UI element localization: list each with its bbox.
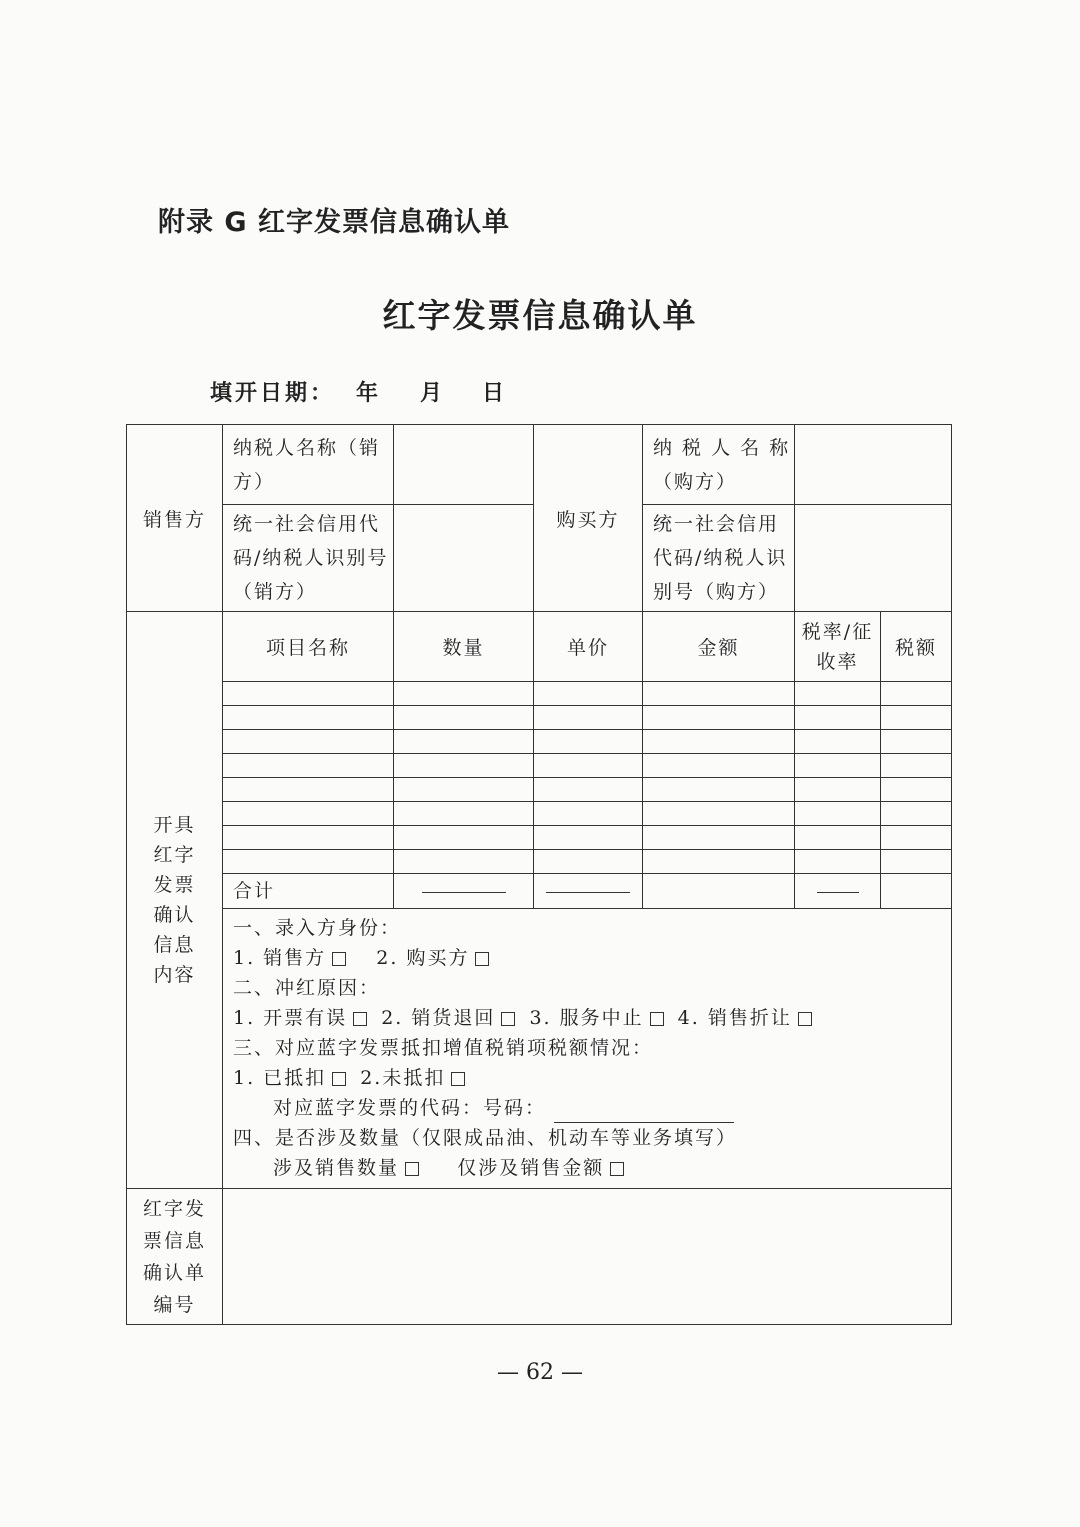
content-label-line: 发票 [153, 874, 196, 896]
number-label-line: 红字发 [142, 1197, 206, 1220]
seller-name-field[interactable] [394, 425, 534, 505]
table-row [127, 754, 952, 778]
q2-opt-return-label: 2. 销货退回 [381, 1007, 496, 1029]
options-block [223, 909, 952, 1189]
total-label: 合计 [223, 874, 394, 909]
number-label-line: 确认单 [142, 1261, 206, 1284]
q3-code-line [233, 1093, 941, 1123]
content-label-line: 信息 [153, 934, 196, 956]
table-row [127, 778, 952, 802]
table-row [127, 706, 952, 730]
checkbox-buyer[interactable] [475, 952, 489, 966]
seller-id-label: 统一社会信用代码/纳税人识别号（销方） [223, 505, 394, 612]
date-year-label: 年 [356, 381, 382, 406]
total-row [127, 874, 952, 909]
buyer-id-field[interactable] [795, 505, 952, 612]
q4-opt-amount-label: 仅涉及销售金额 [457, 1157, 605, 1179]
table-row [127, 850, 952, 874]
table-row [127, 826, 952, 850]
checkbox-service-stop[interactable] [650, 1012, 664, 1026]
page-number: — 62 — [497, 1360, 583, 1385]
q4-title: 四、是否涉及数量（仅限成品油、机动车等业务填写） [233, 1127, 738, 1149]
content-label-line: 确认 [153, 904, 196, 926]
checkbox-deducted[interactable] [332, 1072, 346, 1086]
total-tax-amount-field[interactable] [881, 874, 952, 909]
q4-options [233, 1153, 941, 1183]
table-row [127, 682, 952, 706]
total-tax-rate-dash [795, 874, 881, 909]
q3-options [233, 1063, 941, 1093]
q2-opt-error-label: 1. 开票有误 [233, 1007, 348, 1029]
number-label-line: 票信息 [142, 1229, 206, 1252]
number-label-line: 编号 [153, 1293, 196, 1316]
date-day-label: 日 [482, 381, 508, 406]
checkbox-not-deducted[interactable] [451, 1072, 465, 1086]
total-quantity-dash [394, 874, 534, 909]
buyer-name-field[interactable] [795, 425, 952, 505]
date-month-label: 月 [420, 381, 446, 406]
header-quantity: 数量 [394, 612, 534, 682]
q1-options [233, 943, 941, 973]
header-unit-price: 单价 [534, 612, 643, 682]
q1-opt-seller-label: 1. 销售方 [233, 947, 327, 969]
q4-opt-quantity-label: 涉及销售数量 [273, 1157, 400, 1179]
appendix-title: 附录 G 红字发票信息确认单 [158, 207, 510, 238]
content-section-label [127, 612, 223, 1189]
buyer-id-label: 统一社会信用代码/纳税人识别号（购方） [643, 505, 795, 612]
form-title: 红字发票信息确认单 [382, 296, 698, 335]
confirmation-form-table [126, 424, 952, 1325]
blue-invoice-number-field[interactable] [554, 1102, 734, 1123]
checkbox-goods-return[interactable] [501, 1012, 515, 1026]
total-unit-price-dash [534, 874, 643, 909]
content-label-line: 红字 [153, 844, 196, 866]
confirmation-number-field[interactable] [223, 1189, 952, 1325]
q2-title: 二、冲红原因： [233, 977, 381, 999]
table-row [127, 802, 952, 826]
checkbox-amount-only[interactable] [610, 1162, 624, 1176]
q3-code-label: 对应蓝字发票的代码：号码： [273, 1097, 547, 1119]
q1-opt-buyer-label: 2. 购买方 [376, 947, 470, 969]
header-item-name: 项目名称 [223, 612, 394, 682]
header-tax-amount: 税额 [881, 612, 952, 682]
q3-opt-deducted-label: 1. 已抵扣 [233, 1067, 327, 1089]
q3-title: 三、对应蓝字发票抵扣增值税销项税额情况： [233, 1037, 654, 1059]
checkbox-invoice-error[interactable] [353, 1012, 367, 1026]
checkbox-sales-discount[interactable] [798, 1012, 812, 1026]
buyer-name-label: 纳 税 人 名 称（购方） [643, 425, 795, 505]
seller-section-label: 销售方 [127, 425, 223, 612]
seller-name-label: 纳税人名称（销方） [223, 425, 394, 505]
q1-title: 一、录入方身份： [233, 917, 402, 939]
content-label-line: 开具 [153, 814, 196, 836]
content-label-line: 内容 [153, 964, 196, 986]
confirmation-number-label [127, 1189, 223, 1325]
buyer-section-label: 购买方 [534, 425, 643, 612]
q2-opt-discount-label: 4. 销售折让 [677, 1007, 792, 1029]
header-tax-rate: 税率/征收率 [795, 612, 881, 682]
table-row [127, 730, 952, 754]
checkbox-seller[interactable] [332, 952, 346, 966]
q3-opt-not-deducted-label: 2.未抵扣 [360, 1067, 446, 1089]
q2-opt-service-stop-label: 3. 服务中止 [529, 1007, 644, 1029]
date-label: 填开日期： [210, 381, 336, 406]
checkbox-involves-quantity[interactable] [405, 1162, 419, 1176]
total-amount-field[interactable] [643, 874, 795, 909]
q2-options [233, 1003, 941, 1033]
seller-id-field[interactable] [394, 505, 534, 612]
header-amount: 金额 [643, 612, 795, 682]
